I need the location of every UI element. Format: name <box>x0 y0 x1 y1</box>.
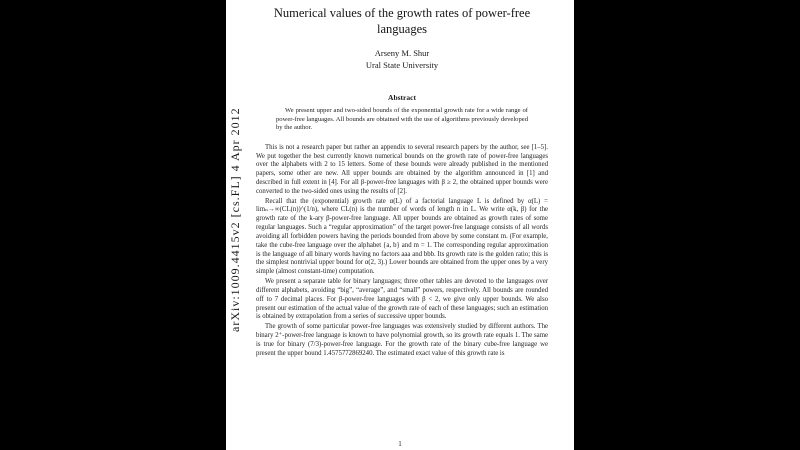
body-paragraph-3: We present a separate table for binary languages; three other tables are devoted to the languages over different alphabets, avoiding “big”, “average”, and “small” powers, respectively. All bounds are rounded off to 7 decimal places. For β-power-free languages with β < 2, we give only upper bounds. We also present our estimation of the actual value of the growth rate of each of these languages; such an estimation is obtained by extrapolation from a series of successive upper bounds. <box>256 278 548 321</box>
abstract-text: We present upper and two-sided bounds of the exponential growth rate for a wide range of power-free languages. All bounds are obtained with the use of algorithms previously developed by the author. <box>276 107 528 132</box>
body-paragraph-2: Recall that the (exponential) growth rate α(L) of a factorial language L is defined by α(L) = limₙ→∞(CL(n))^(1/n), where CL(n) is the number of words of length n in L. We write α(k, β) for the growth rate of the k-ary β-power-free language. All upper bounds are obtained as growth rates of some regular languages. Such a “regular approximation” of the target power-free language consists of all words avoiding all forbidden powers having the periods bounded from above by some constant m. (For example, take the cube-free language over the alphabet {a, b} and m = 1. The corresponding regular approximation is the language of all binary words having no factors aaa and bbb. Its growth rate is the golden ratio; this is the simplest nontrivial upper bound for α(2, 3).) Lower bounds are obtained from the upper ones by a very simple (almost constant-time) computation. <box>256 197 548 276</box>
abstract-section <box>272 93 532 133</box>
body-paragraph-4: The growth of some particular power-free languages was extensively studied by different authors. The binary 2⁺-power-free language is known to have polynomial growth, so its growth rate equals 1. The same is true for binary (7/3)-power-free language. For the growth rate of the binary cube-free language we present the upper bound 1.4575772869240. The estimated exact value of this growth rate is <box>256 323 548 357</box>
paper-page <box>226 0 574 450</box>
author-affiliation: Ural State University <box>365 60 439 70</box>
paper-body <box>256 144 548 359</box>
paper-title <box>256 5 548 37</box>
body-paragraph-1: This is not a research paper but rather an appendix to several research papers by the author, see [1–5]. We put together the best currently known numerical bounds on the growth rate of power-free languages over the alphabets with 2 to 15 letters. Some of these bounds were already published in the mentioned papers, some other are new. All upper bounds are obtained by the algorithm announced in [1] and described in full extent in [4]. For all β-power-free languages with β ≥ 2, the obtained upper bounds were converted to the two-sided ones using the results of [2]. <box>256 143 548 195</box>
paper-title-line-2: languages <box>377 22 427 36</box>
author-name: Arseny M. Shur <box>374 48 430 58</box>
abstract-heading: Abstract <box>388 93 416 102</box>
paper-title-line-1: Numerical values of the growth rates of power-free <box>273 6 531 20</box>
page-number: 1 <box>398 440 402 448</box>
arxiv-stamp: arXiv:1009.4415v2 [cs.FL] 4 Apr 2012 <box>228 107 242 333</box>
